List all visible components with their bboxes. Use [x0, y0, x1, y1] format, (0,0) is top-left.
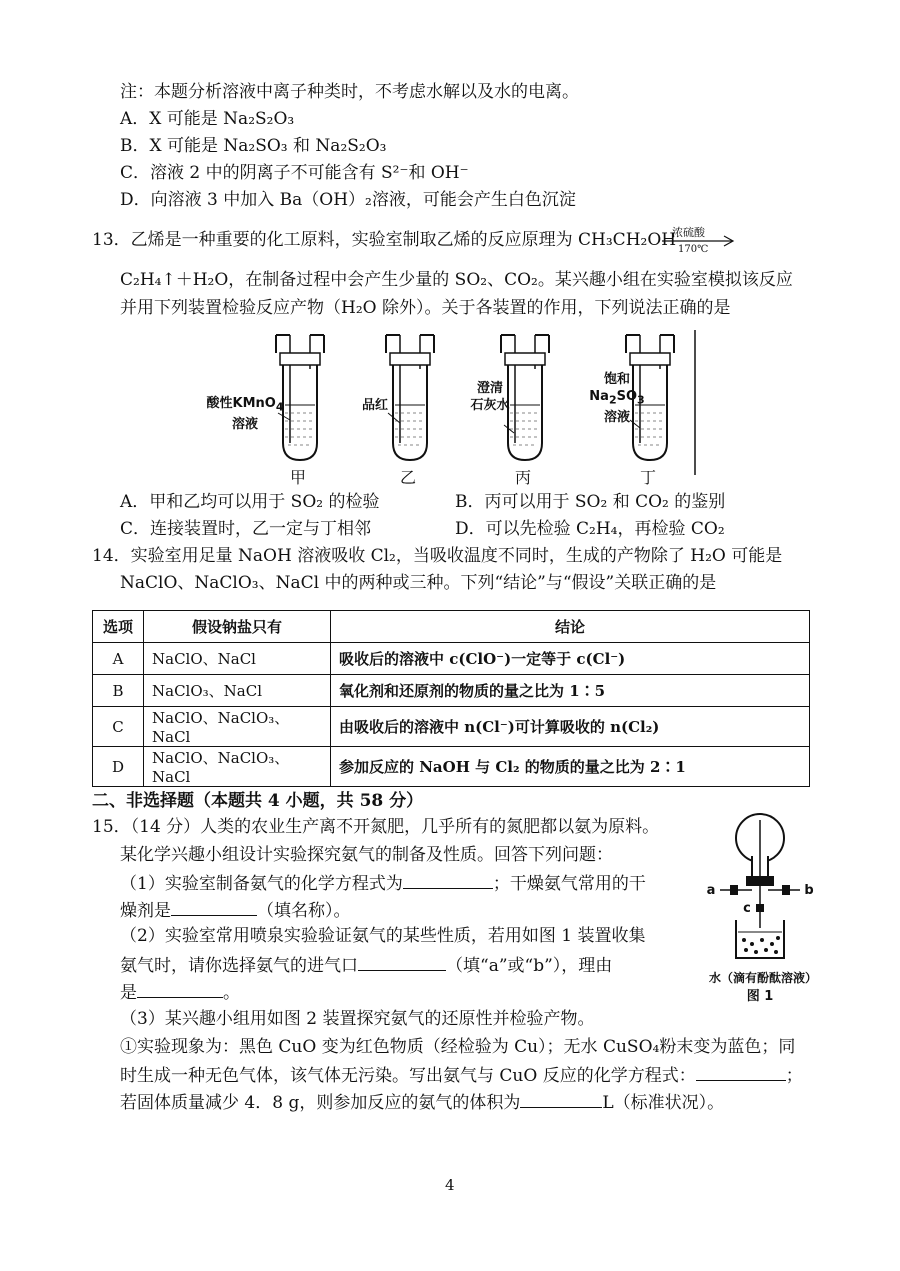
- q14-stem-line1: 14．实验室用足量 NaOH 溶液吸收 Cl₂，当吸收温度不同时，生成的产物除了 H₂O 可能是: [92, 546, 783, 566]
- q15-line11-tail: L（标准状况）。: [602, 1093, 725, 1113]
- tube-bing-label: 澄清 石灰水: [470, 381, 510, 413]
- tube-ding-label: 饱和 $Na_2SO_3$ 溶液: [589, 372, 645, 425]
- inlet-b-label: b: [804, 883, 814, 898]
- q13-stem-text: 13．乙烯是一种重要的化工原料，实验室制取乙烯的反应原理为 CH₃CH₂OH: [92, 230, 677, 250]
- row-assumption: NaClO、NaCl: [144, 643, 331, 675]
- q15-line11: [120, 1089, 724, 1115]
- q13-stem-line3: 并用下列装置检验反应产物（H₂O 除外）。关于各装置的作用，下列说法正确的是: [120, 298, 731, 318]
- row-conclusion: 由吸收后的溶液中 n(Cl⁻)可计算吸收的 n(Cl₂): [331, 707, 810, 747]
- figure-1-title: 图 1: [746, 989, 774, 1004]
- row-option: B: [93, 675, 144, 707]
- q15-line5: （2）实验室常用喷泉实验验证氨气的某些性质，若用如图 1 装置收集: [120, 926, 646, 946]
- figure-1-caption: 水（滴有酚酞溶液）: [708, 971, 817, 985]
- q12-option-c: C．溶液 2 中的阴离子不可能含有 S²⁻和 OH⁻: [120, 163, 469, 183]
- q15-line10-tail: ；: [785, 1066, 803, 1086]
- q15-line3-tail: ；干燥氨气常用的干: [492, 874, 646, 894]
- q14-stem-line2: NaClO、NaClO₃、NaCl 中的两种或三种。下列“结论”与“假设”关联正确的是: [120, 573, 717, 593]
- answer-blank[interactable]: [171, 897, 257, 916]
- q12-note: 注：本题分析溶液中离子种类时，不考虑水解以及水的电离。: [120, 82, 579, 102]
- row-option: A: [93, 643, 144, 675]
- table-row: [93, 643, 810, 675]
- reaction-arrow: [660, 224, 740, 258]
- q15-line6: [120, 952, 612, 978]
- row-conclusion: 氧化剂和还原剂的物质的量之比为 1∶5: [331, 675, 810, 707]
- q12-option-b: B．X 可能是 Na₂SO₃ 和 Na₂S₂O₃: [120, 136, 387, 156]
- q15-line8: （3）某兴趣小组用如图 2 装置探究氨气的还原性并检验产物。: [120, 1009, 595, 1029]
- q15-line7-tail: 。: [223, 983, 240, 1003]
- q15-line10-text: 时生成一种无色气体，该气体无污染。写出氨气与 CuO 反应的化学方程式：: [120, 1066, 696, 1086]
- page-number: 4: [445, 1176, 455, 1194]
- q15-line9: ①实验现象为：黑色 CuO 变为红色物质（经检验为 Cu）；无水 CuSO₄粉末变为蓝色；同: [120, 1037, 796, 1057]
- row-assumption: NaClO、NaClO₃、NaCl: [144, 747, 331, 787]
- tube-jia-label: 酸性KMnO$_4$ 溶液: [206, 396, 284, 432]
- section-heading: 二、非选择题（本题共 4 小题，共 58 分）: [92, 791, 424, 811]
- q15-line1: 15．（14 分）人类的农业生产离不开氮肥，几乎所有的氮肥都以氨为原料。: [92, 817, 660, 837]
- q15-line4-tail: （填名称）。: [257, 901, 351, 921]
- q13-stem-line1: [92, 228, 676, 252]
- answer-blank[interactable]: [403, 870, 493, 889]
- q15-line3-text: （1）实验室制备氨气的化学方程式为: [120, 874, 403, 894]
- row-conclusion: 吸收后的溶液中 c(ClO⁻)一定等于 c(Cl⁻): [331, 643, 810, 675]
- q14-table: [92, 610, 810, 787]
- q15-line6-tail: （填“a”或“b”），理由: [446, 956, 613, 976]
- arrow-condition-top: 浓硫酸: [672, 226, 705, 239]
- q12-option-a: A．X 可能是 Na₂S₂O₃: [120, 109, 295, 129]
- q15-line11-text: 若固体质量减少 4．8 g，则参加反应的氨气的体积为: [120, 1093, 521, 1113]
- tube-bing-caption: 丙: [515, 468, 532, 487]
- row-conclusion: 参加反应的 NaOH 与 Cl₂ 的物质的量之比为 2∶1: [331, 747, 810, 787]
- table-row: [93, 747, 810, 787]
- answer-blank[interactable]: [520, 1089, 602, 1108]
- header-assumption: 假设钠盐只有: [144, 611, 331, 643]
- figure-1: [700, 808, 830, 1008]
- clamp-c-label: c: [743, 901, 751, 916]
- q13-option-b: B．丙可以用于 SO₂ 和 CO₂ 的鉴别: [455, 492, 726, 512]
- header-option: 选项: [93, 611, 144, 643]
- q13-option-c: C．连接装置时，乙一定与丁相邻: [120, 519, 372, 539]
- q12-option-d: D．向溶液 3 中加入 Ba（OH）₂溶液，可能会产生白色沉淀: [120, 190, 576, 210]
- header-conclusion: 结论: [331, 611, 810, 643]
- table-row: [93, 675, 810, 707]
- tube-jia-caption: 甲: [290, 468, 307, 487]
- tube-yi-label: 品红: [361, 398, 388, 413]
- q15-line7-text: 是: [120, 983, 137, 1003]
- q15-line6-text: 氨气时，请你选择氨气的进气口: [120, 956, 358, 976]
- q13-option-a: A．甲和乙均可以用于 SO₂ 的检验: [120, 492, 380, 512]
- tube-ding-caption: 丁: [640, 468, 657, 487]
- q15-line2: 某化学兴趣小组设计实验探究氨气的制备及性质。回答下列问题：: [120, 845, 613, 865]
- q15-line4: [120, 897, 351, 923]
- answer-blank[interactable]: [696, 1062, 786, 1081]
- table-row: [93, 707, 810, 747]
- q15-line7: [120, 979, 240, 1005]
- q13-stem-line2: C₂H₄↑＋H₂O，在制备过程中会产生少量的 SO₂、CO₂。某兴趣小组在实验室模拟该反应: [120, 270, 793, 290]
- row-option: D: [93, 747, 144, 787]
- q15-line4-text: 燥剂是: [120, 901, 171, 921]
- row-assumption: NaClO、NaClO₃、NaCl: [144, 707, 331, 747]
- q15-line3: [120, 870, 646, 896]
- tube-yi-caption: 乙: [400, 468, 417, 487]
- apparatus-figure: [190, 325, 710, 485]
- row-assumption: NaClO₃、NaCl: [144, 675, 331, 707]
- answer-blank[interactable]: [358, 952, 446, 971]
- table-header-row: [93, 611, 810, 643]
- q15-line10: [120, 1062, 803, 1088]
- answer-blank[interactable]: [137, 979, 223, 998]
- row-option: C: [93, 707, 144, 747]
- inlet-a-label: a: [706, 883, 716, 898]
- q13-option-d: D．可以先检验 C₂H₄，再检验 CO₂: [455, 519, 725, 539]
- arrow-condition-bottom: 170℃: [678, 244, 709, 255]
